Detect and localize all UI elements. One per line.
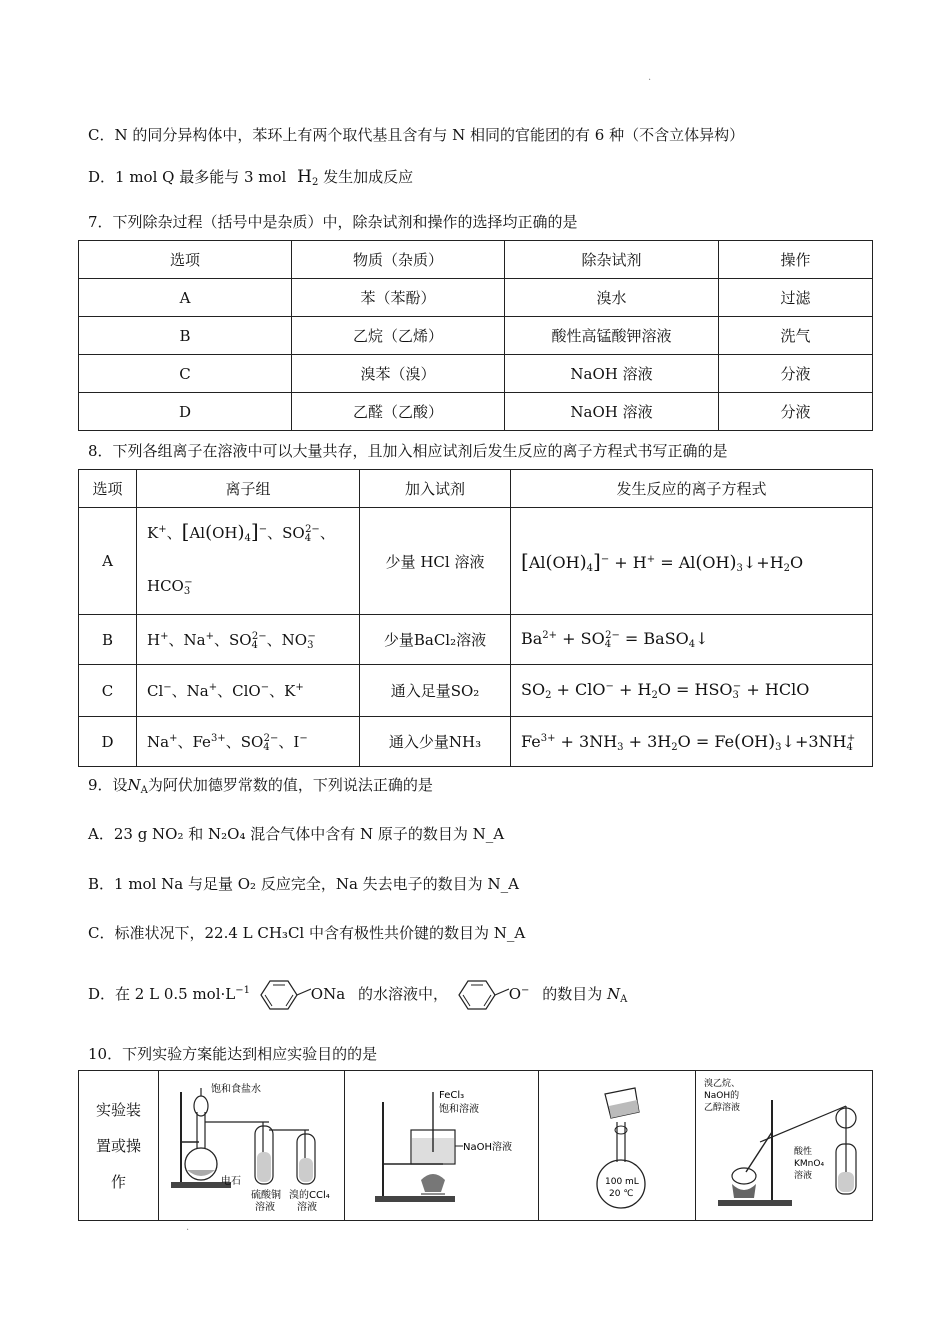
q8-header: 加入试剂	[360, 470, 511, 508]
q9-stem: 9．设$N_A$为阿伏加德罗常数的值，下列说法正确的是	[88, 776, 433, 796]
q7-cell: D	[79, 393, 292, 431]
q7-table	[78, 240, 873, 431]
q7-cell: 溴水	[505, 279, 719, 317]
q8-ions-b: H+、Na+、$SO_4^{2-}$、$NO_3^-$	[137, 615, 360, 665]
q10-figure-2	[345, 1071, 539, 1221]
q8-table	[78, 469, 873, 767]
q10-stem: 10．下列实验方案能达到相应实验目的的是	[88, 1045, 378, 1063]
svg-text:100 mL: 100 mL	[605, 1176, 639, 1187]
svg-text:20 ℃: 20 ℃	[609, 1188, 634, 1199]
q8-reagent: 通入少量NH₃	[360, 717, 511, 767]
svg-text:KMnO₄: KMnO₄	[794, 1158, 825, 1169]
q8-ions-d: Na+、$Fe^{3+}$、$SO_4^{2-}$、I−	[137, 717, 360, 767]
q8-reagent: 通入足量SO₂	[360, 665, 511, 717]
svg-text:NaOH溶液: NaOH溶液	[463, 1141, 513, 1153]
svg-text:FeCl₃: FeCl₃	[439, 1089, 465, 1101]
q7-stem: 7．下列除杂过程（括号中是杂质）中，除杂试剂和操作的选择均正确的是	[88, 213, 578, 231]
q8-equation-a: $[Al(OH)_4]^- + H^+$ = $Al(OH)_3↓+H_2O$	[511, 508, 873, 615]
svg-text:溶液: 溶液	[297, 1201, 318, 1213]
q7-cell: A	[79, 279, 292, 317]
q7-cell: 过滤	[719, 279, 873, 317]
q7-cell: 乙烷（乙烯）	[292, 317, 505, 355]
q7-cell: NaOH 溶液	[505, 355, 719, 393]
q9-option-d: D．在 2 L 0.5 $mol\cdot L^{-1}$ ONa 的水溶液中， O− 的数目为 $N_A$	[88, 975, 627, 1015]
q8-ions-c: Cl−、Na+、ClO−、K+	[137, 665, 360, 717]
q7-header: 物质（杂质）	[292, 241, 505, 279]
svg-text:饱和溶液: 饱和溶液	[439, 1103, 480, 1115]
q8-reagent: 少量BaCl₂溶液	[360, 615, 511, 665]
q7-cell: 洗气	[719, 317, 873, 355]
svg-text:溶液: 溶液	[255, 1201, 276, 1213]
q7-header: 操作	[719, 241, 873, 279]
q7-cell: 酸性高锰酸钾溶液	[505, 317, 719, 355]
q10-figure-4	[696, 1071, 873, 1221]
q7-cell: 分液	[719, 355, 873, 393]
svg-text:溶液: 溶液	[794, 1170, 813, 1181]
q7-cell: B	[79, 317, 292, 355]
q10-row-header: 实验装 置或操 作	[79, 1071, 159, 1221]
svg-text:饱和食盐水: 饱和食盐水	[211, 1083, 262, 1095]
q9-option-a: A．23 g NO₂ 和 N₂O₄ 混合气体中含有 N 原子的数目为 N_A	[88, 825, 505, 843]
benzene-ring-icon	[255, 975, 311, 1015]
q7-header: 选项	[79, 241, 292, 279]
colloid-apparatus-icon	[345, 1072, 537, 1220]
svg-text:硫酸铜: 硫酸铜	[251, 1189, 282, 1201]
acetylene-apparatus-icon	[159, 1072, 343, 1220]
svg-text:电石: 电石	[221, 1175, 242, 1187]
svg-text:NaOH的: NaOH的	[704, 1090, 740, 1101]
benzene-ring-icon	[453, 975, 509, 1015]
q8-ions-a: K+、$[Al(OH)_4]^-$、$SO_4^{2-}$、 $HCO_3^-$	[137, 508, 360, 615]
q7-cell: NaOH 溶液	[505, 393, 719, 431]
q8-equation-d: $Fe^{3+} + 3NH_3 + 3H_2O$ = $Fe(OH)_3↓+3NH_4^+$	[511, 717, 873, 767]
q8-label: B	[79, 615, 137, 665]
svg-text:酸性: 酸性	[794, 1146, 813, 1157]
q9-option-b: B．1 mol Na 与足量 O₂ 反应完全，Na 失去电子的数目为 N_A	[88, 875, 519, 893]
q8-label: A	[79, 508, 137, 615]
q8-stem: 8．下列各组离子在溶液中可以大量共存，且加入相应试剂后发生反应的离子方程式书写正确的是	[88, 442, 728, 460]
q7-cell: 苯（苯酚）	[292, 279, 505, 317]
q8-label: C	[79, 665, 137, 717]
q6-option-d: D．1 mol Q 最多能与 3 mol $H_2$ 发生加成反应	[88, 167, 414, 188]
q7-cell: 乙醛（乙酸）	[292, 393, 505, 431]
q7-header: 除杂试剂	[505, 241, 719, 279]
q10-table	[78, 1070, 873, 1221]
q10-figure-3	[539, 1071, 696, 1221]
q7-cell: 溴苯（溴）	[292, 355, 505, 393]
q6-option-c: C．N 的同分异构体中，苯环上有两个取代基且含有与 N 相同的官能团的有 6 种（不含立体异构）	[88, 126, 745, 144]
q8-header: 选项	[79, 470, 137, 508]
elimination-apparatus-icon	[696, 1072, 872, 1220]
q8-header: 离子组	[137, 470, 360, 508]
q8-header: 发生反应的离子方程式	[511, 470, 873, 508]
svg-text:乙醇溶液: 乙醇溶液	[704, 1102, 741, 1113]
q9-option-c: C．标准状况下，22.4 L CH₃Cl 中含有极性共价键的数目为 N_A	[88, 924, 526, 942]
svg-text:溴乙烷、: 溴乙烷、	[704, 1078, 741, 1089]
q10-figure-1	[159, 1071, 345, 1221]
svg-text:溴的CCl₄: 溴的CCl₄	[289, 1189, 330, 1201]
q7-cell: C	[79, 355, 292, 393]
q8-label: D	[79, 717, 137, 767]
q8-equation-c: $SO_2 + ClO^- + H_2O = HSO_3^-$ + HClO	[511, 665, 873, 717]
q8-equation-b: $Ba^{2+} + SO_4^{2-}$ = BaSO$_4$↓	[511, 615, 873, 665]
volumetric-flask-icon	[539, 1072, 694, 1220]
q8-reagent: 少量 HCl 溶液	[360, 508, 511, 615]
q7-cell: 分液	[719, 393, 873, 431]
